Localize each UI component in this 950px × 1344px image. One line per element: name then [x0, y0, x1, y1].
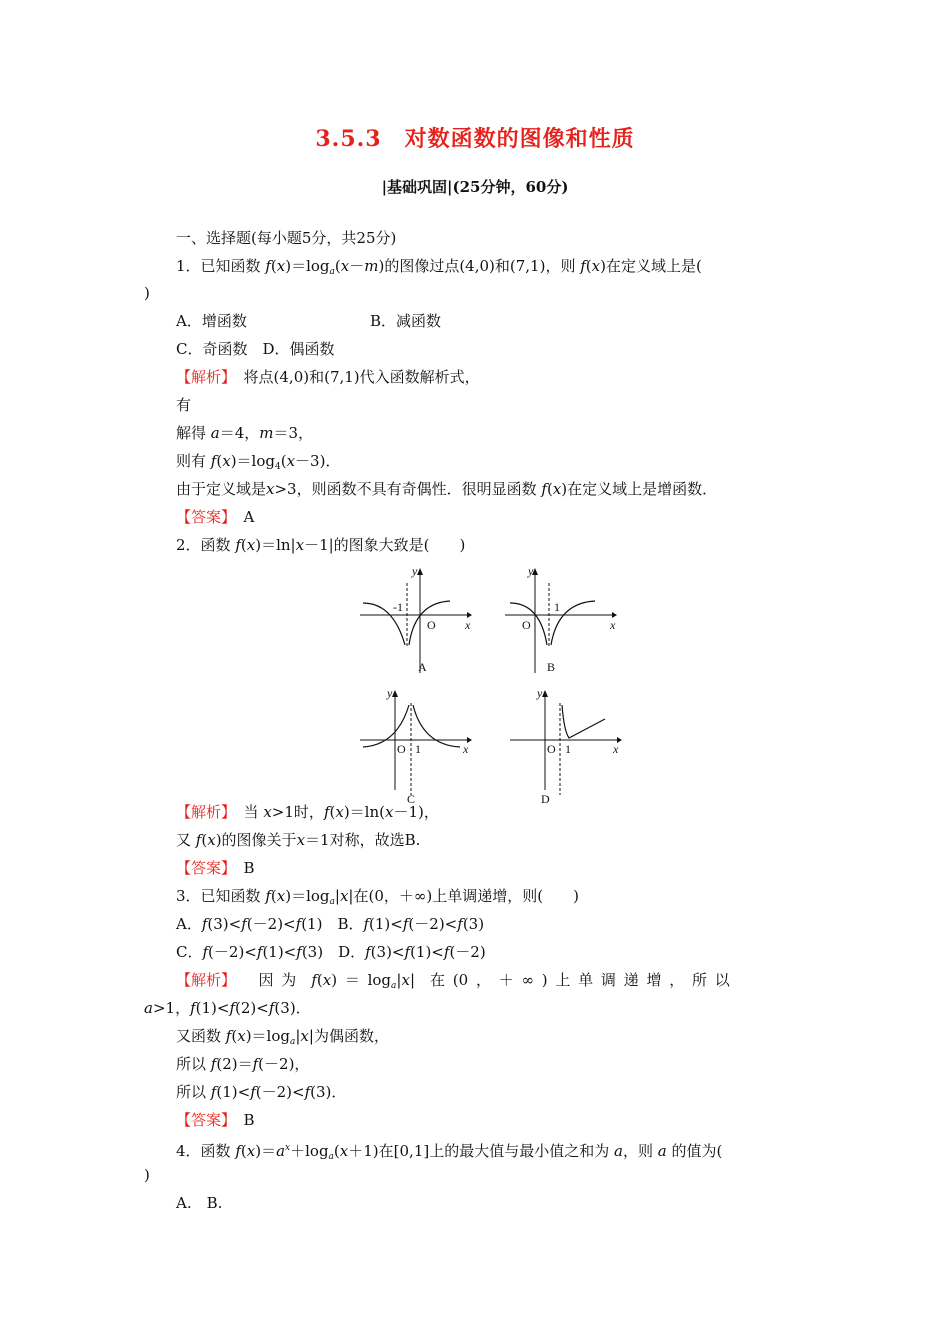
page-title: 3.5.3 对数函数的图像和性质 — [315, 126, 635, 152]
graph-d-label: D — [541, 792, 550, 805]
graph-c — [355, 685, 475, 805]
q3-analysis-2: a>1，f(1)<f(2)<f(3)． — [144, 999, 311, 1017]
svg-text:y: y — [412, 564, 418, 578]
subtitle: |基础巩固|(25分钟，60分) — [381, 178, 569, 196]
q2-analysis-2: 又 f(x)的图像关于x＝1对称，故选B. — [176, 831, 421, 849]
q3-options-cd: C．f(－2)<f(1)<f(3) D．f(3)<f(1)<f(－2) — [176, 943, 486, 961]
q1-option-cd: C．奇函数 D．偶函数 — [176, 340, 335, 358]
q1-answer: 【答案】 A — [176, 508, 255, 526]
q2-stem: 2．函数 f(x)＝ln|x－1|的图象大致是( ) — [176, 536, 466, 554]
q1-option-b: B．减函数 — [370, 312, 442, 330]
q3-answer: 【答案】 B — [176, 1111, 255, 1129]
svg-text:x: x — [465, 618, 471, 632]
svg-text:x: x — [463, 742, 469, 756]
graph-c-label: C — [407, 792, 416, 805]
q3-analysis-4: 所以 f(2)＝f(－2)， — [176, 1055, 310, 1073]
q4-stem-close: ) — [144, 1166, 150, 1184]
svg-text:y: y — [387, 686, 393, 700]
q1-analysis-5: 由于定义域是x>3，则函数不具有奇偶性．很明显函数 f(x)在定义域上是增函数． — [176, 480, 718, 498]
graph-b — [500, 563, 620, 678]
q3-analysis-3: 又函数 $f(x)=\log_a|x|$为偶函数， — [176, 1027, 389, 1047]
q3-options-ab: A．f(3)<f(－2)<f(1) B．f(1)<f(－2)<f(3) — [176, 915, 485, 933]
q1-analysis: 【解析】 将点(4,0)和(7,1)代入函数解析式， — [176, 368, 480, 386]
svg-text:-1: -1 — [393, 600, 403, 614]
graph-d — [505, 685, 625, 805]
svg-text:1: 1 — [565, 742, 571, 756]
q1-analysis-2: 有 — [176, 396, 192, 414]
svg-text:x: x — [610, 618, 616, 632]
svg-text:1: 1 — [554, 600, 560, 614]
q2-answer: 【答案】 B — [176, 859, 255, 877]
svg-text:O: O — [547, 742, 556, 756]
svg-text:y: y — [537, 686, 543, 700]
graph-b-label: B — [547, 660, 556, 674]
section-heading: 一、选择题(每小题5分，共25分) — [176, 229, 397, 247]
q2-analysis: 【解析】 当 x>1时，f(x)＝ln(x－1)， — [176, 803, 439, 821]
svg-text:O: O — [522, 618, 531, 632]
svg-text:y: y — [528, 564, 534, 578]
graph-a — [355, 563, 475, 678]
q3-analysis: 【解析】 因 为 $f(x) = \log_a|x|$ 在 (0 ， ＋ ∞ ) 上 单 调 递 增 ， 所 以 — [176, 971, 730, 991]
q1-analysis-4: 则有 $f(x)=\log_4(x-3)$． — [176, 452, 341, 472]
svg-text:1: 1 — [415, 742, 421, 756]
svg-text:O: O — [427, 618, 436, 632]
q1-option-a: A．增函数 — [176, 312, 247, 330]
q1-stem-close: ) — [144, 284, 150, 302]
q3-stem: 3．已知函数 $f(x)=\log_a|x|$在(0，＋∞)上单调递增，则( ) — [176, 887, 579, 907]
svg-text:x: x — [613, 742, 619, 756]
graph-a-label: A — [418, 660, 427, 674]
q2-graphs — [355, 563, 625, 803]
q4-stem: 4．函数 $f(x)=a^x+\log_a(x+1)$在[0,1]上的最大值与最小值之和为 a，则 a 的值为( — [176, 1142, 723, 1162]
q1-analysis-3: 解得 a＝4，m＝3， — [176, 424, 314, 442]
q3-analysis-5: 所以 f(1)<f(－2)<f(3)． — [176, 1083, 347, 1101]
q4-options: A. B. — [176, 1194, 223, 1212]
svg-text:O: O — [397, 742, 406, 756]
q1-stem: 1．已知函数 $f(x)=\log_a(x-m)$的图像过点(4,0)和(7,1)，则 f(x)在定义域上是( — [176, 257, 702, 277]
